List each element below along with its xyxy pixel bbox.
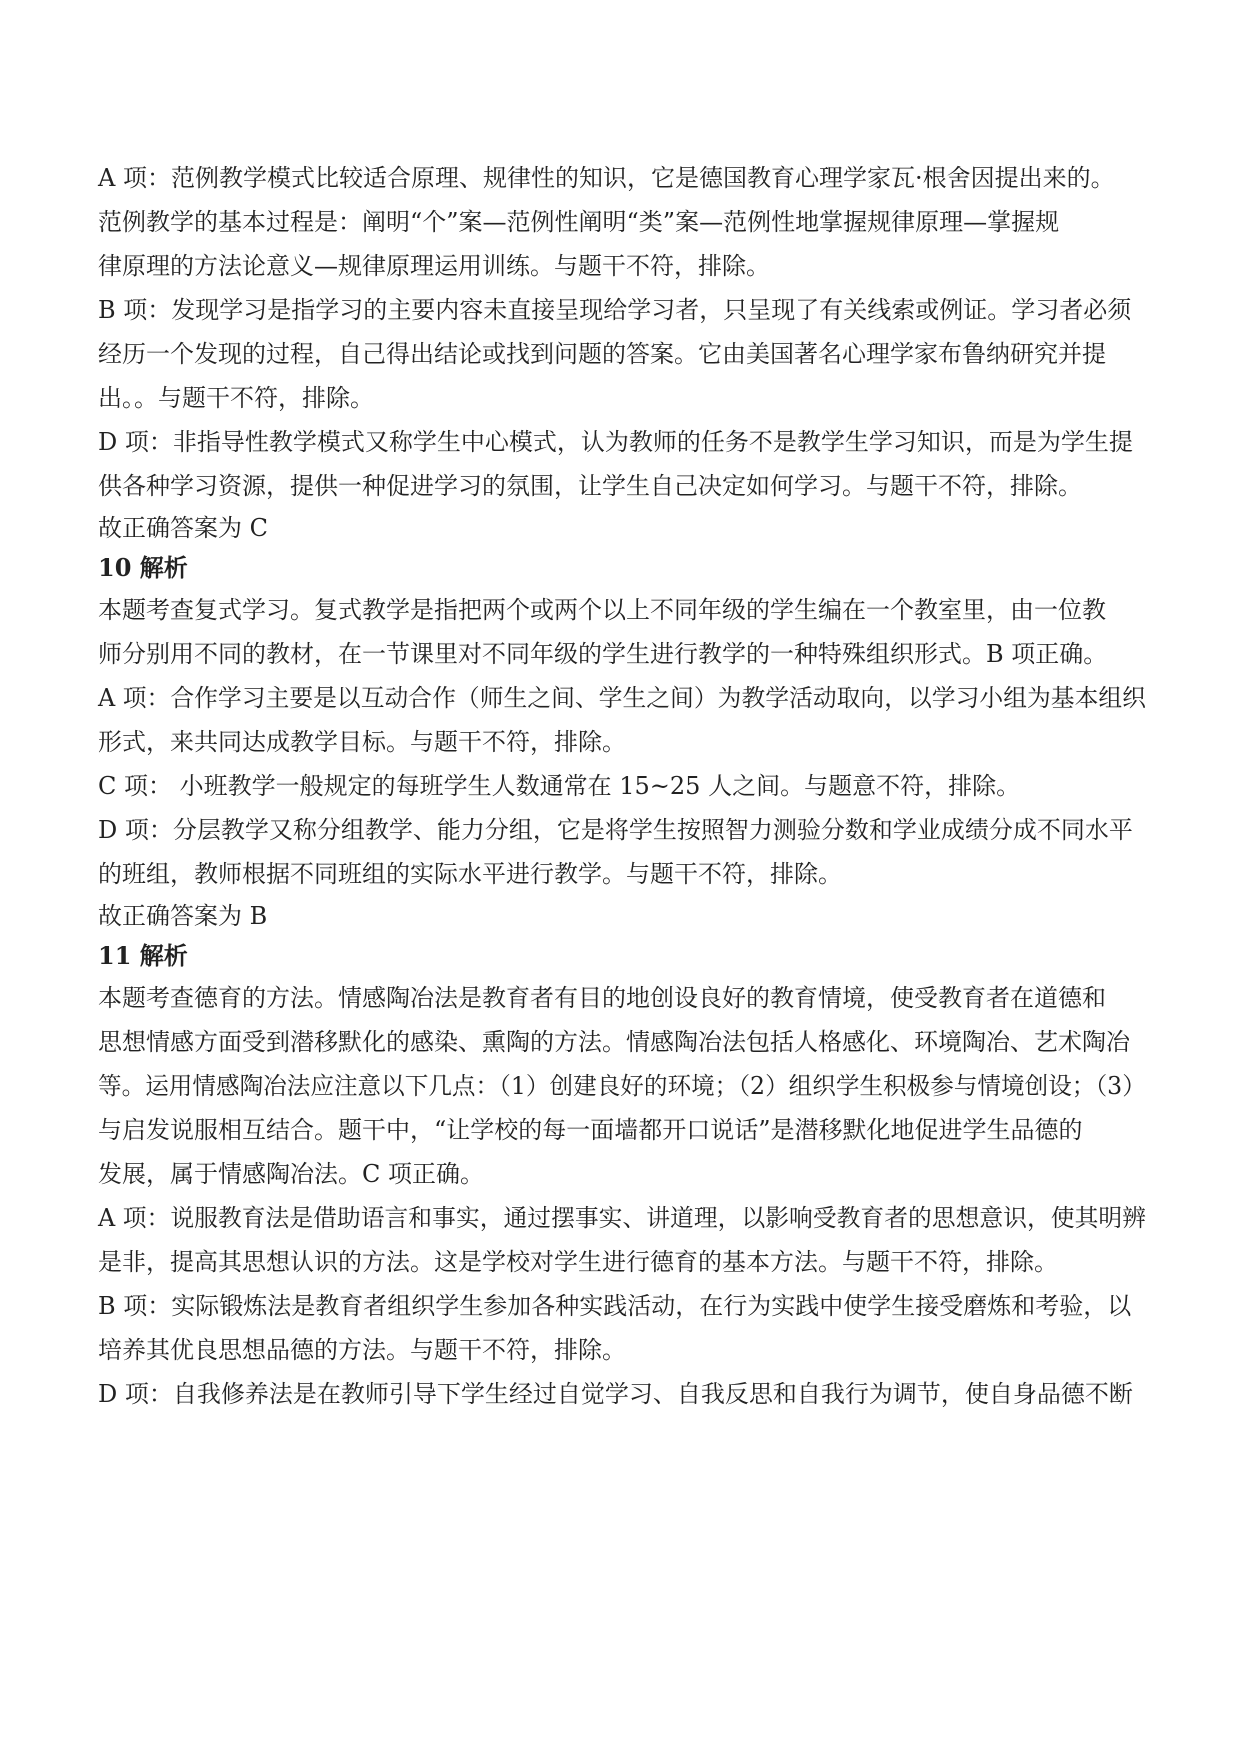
text-line: 思想情感方面受到潜移默化的感染、熏陶的方法。情感陶冶法包括人格感化、环境陶冶、艺术陶冶 xyxy=(98,1028,1130,1056)
text-line: 范例教学的基本过程是：阐明“个”案—范例性阐明“类”案—范例性地掌握规律原理—掌握规 xyxy=(98,208,1060,236)
text-line: 律原理的方法论意义—规律原理运用训练。与题干不符，排除。 xyxy=(98,252,770,280)
answer-line: 故正确答案为 B xyxy=(98,902,268,930)
answer-line: 故正确答案为 C xyxy=(98,514,268,542)
text-line: D 项：分层教学又称分组教学、能力分组，它是将学生按照智力测验分数和学业成绩分成不同水平 xyxy=(98,816,1133,844)
text-line: D 项：非指导性教学模式又称学生中心模式，认为教师的任务不是教学生学习知识，而是为学生提 xyxy=(98,428,1133,456)
text-line: 师分别用不同的教材，在一节课里对不同年级的学生进行教学的一种特殊组织形式。B 项正确。 xyxy=(98,640,1108,668)
text-line: B 项：发现学习是指学习的主要内容未直接呈现给学习者，只呈现了有关线索或例证。学习者必须 xyxy=(98,296,1132,324)
text-line: D 项：自我修养法是在教师引导下学生经过自觉学习、自我反思和自我行为调节，使自身品德不断 xyxy=(98,1380,1133,1408)
text-line: 与启发说服相互结合。题干中，“让学校的每一面墙都开口说话”是潜移默化地促进学生品德的 xyxy=(98,1116,1083,1144)
text-line: A 项：说服教育法是借助语言和事实，通过摆事实、讲道理，以影响受教育者的思想意识，使其明辨 xyxy=(98,1204,1146,1232)
text-line: 供各种学习资源，提供一种促进学习的氛围，让学生自己决定如何学习。与题干不符，排除。 xyxy=(98,472,1082,500)
document-page xyxy=(98,156,1146,1416)
text-line: 发展，属于情感陶冶法。C 项正确。 xyxy=(98,1160,484,1188)
text-line: 培养其优良思想品德的方法。与题干不符，排除。 xyxy=(98,1336,626,1364)
text-line: 经历一个发现的过程，自己得出结论或找到问题的答案。它由美国著名心理学家布鲁纳研究并提 xyxy=(98,340,1106,368)
section-heading: 11 解析 xyxy=(98,941,188,970)
text-line: 的班组，教师根据不同班组的实际水平进行教学。与题干不符，排除。 xyxy=(98,860,842,888)
text-line: 等。运用情感陶冶法应注意以下几点：（1）创建良好的环境；（2）组织学生积极参与情境创设；（3） xyxy=(98,1072,1146,1100)
text-line: 形式，来共同达成教学目标。与题干不符，排除。 xyxy=(98,728,626,756)
text-line: B 项：实际锻炼法是教育者组织学生参加各种实践活动，在行为实践中使学生接受磨炼和考验，以 xyxy=(98,1292,1132,1320)
text-line: 是非，提高其思想认识的方法。这是学校对学生进行德育的基本方法。与题干不符，排除。 xyxy=(98,1248,1058,1276)
text-line: A 项：合作学习主要是以互动合作（师生之间、学生之间）为教学活动取向，以学习小组为基本组织 xyxy=(98,684,1146,712)
text-line: C 项： 小班教学一般规定的每班学生人数通常在 15~25 人之间。与题意不符，排除。 xyxy=(98,772,1021,800)
text-line: 本题考查德育的方法。情感陶冶法是教育者有目的地创设良好的教育情境，使受教育者在道德和 xyxy=(98,984,1106,1012)
text-line: 本题考查复式学习。复式教学是指把两个或两个以上不同年级的学生编在一个教室里，由一位教 xyxy=(98,596,1106,624)
text-line: 出。。与题干不符，排除。 xyxy=(98,384,374,412)
section-heading: 10 解析 xyxy=(98,553,188,582)
text-line: A 项：范例教学模式比较适合原理、规律性的知识，它是德国教育心理学家瓦·根舍因提出来的。 xyxy=(98,164,1115,192)
